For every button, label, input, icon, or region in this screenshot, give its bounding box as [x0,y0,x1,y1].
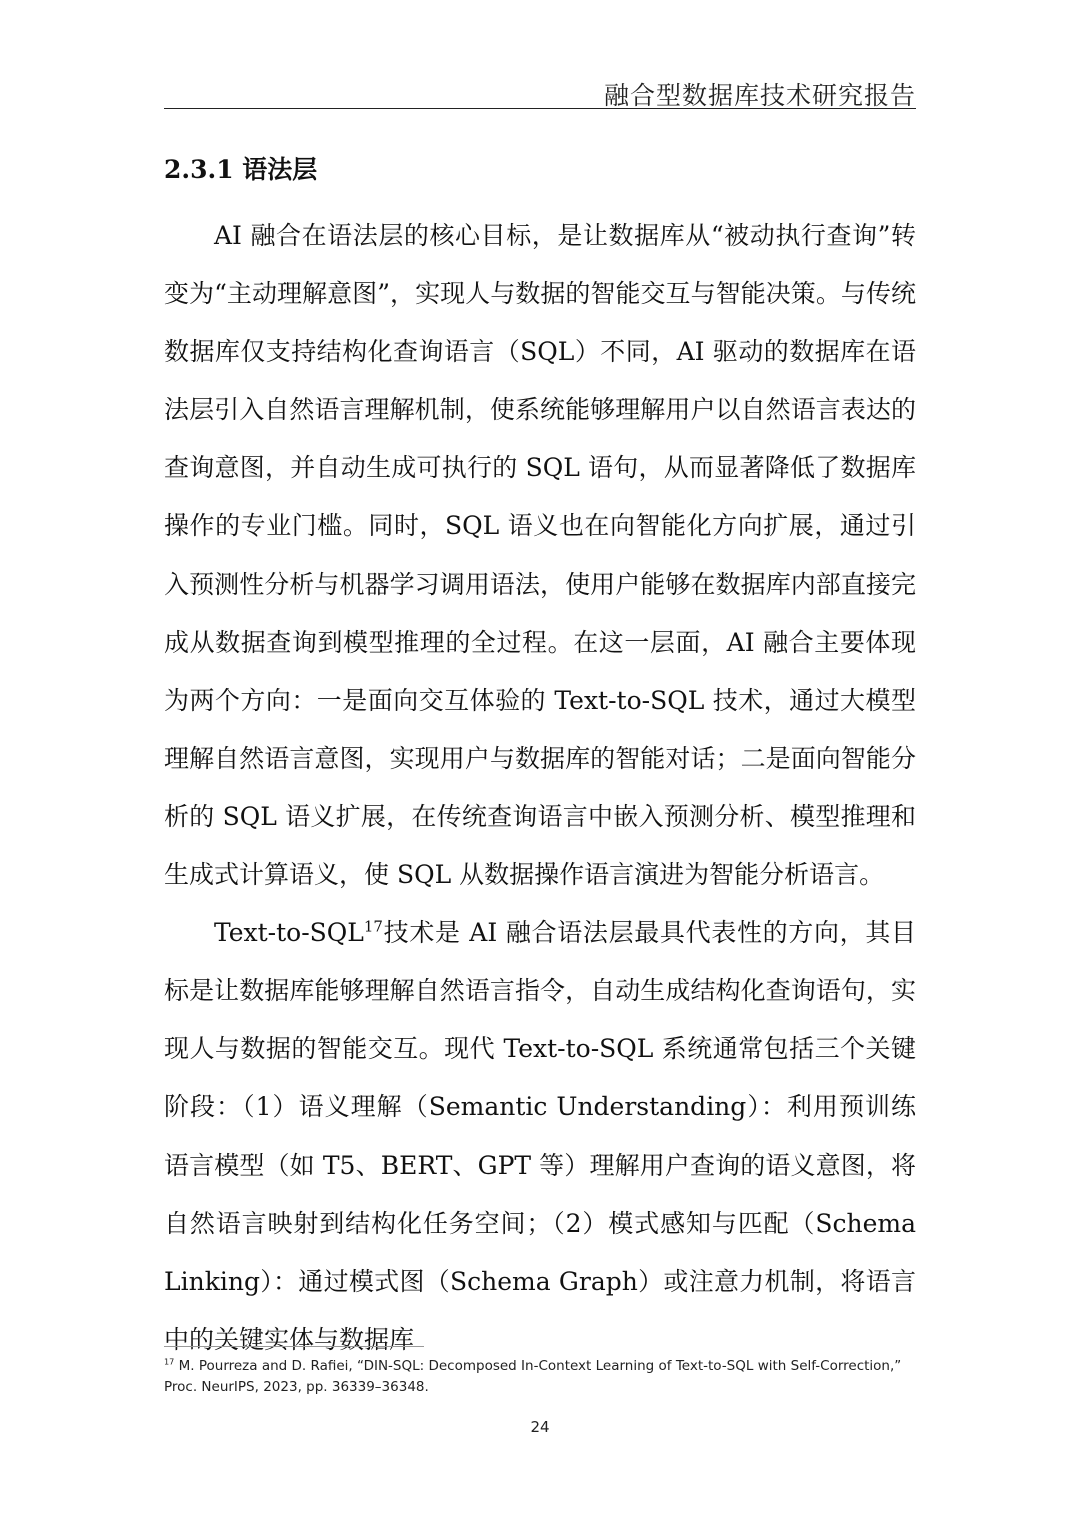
footnote-reference[interactable]: 17 [363,917,383,936]
footnote-text: M. Pourreza and D. Rafiei, “DIN-SQL: Decomposed In-Context Learning of Text-to-SQL with Self-Correction,” Proc. NeurIPS, 2023, pp. 36339–36348. [164,1358,902,1395]
section-heading: 2.3.1 语法层 [164,155,318,184]
paragraph-2-body: 技术是 AI 融合语法层最具代表性的方向，其目标是让数据库能够理解自然语言指令，自动生成结构化查询语句，实现人与数据的智能交互。现代 Text-to-SQL 系统通常包括三个关键阶段：（1）语义理解（Semantic Understanding）：利用预训练语言模型（如 T5、BERT、GPT 等）理解用户查询的语义意图，将自然语言映射到结构化任务空间；（2）模式感知与匹配（Schema Linking）：通过模式图（Schema Graph）或注意力机制，将语言中的关键实体与数据库 [164,918,916,1354]
footnote-number: 17 [164,1356,175,1367]
header-divider [164,108,916,109]
body-text [164,207,916,1369]
footnote [164,1356,916,1398]
paragraph-2-lead: Text-to-SQL [214,918,364,948]
running-header-title: 融合型数据库技术研究报告 [603,81,916,110]
paragraph-2 [164,904,916,1369]
page-number: 24 [530,1418,550,1436]
paragraph-1: AI 融合在语法层的核心目标，是让数据库从“被动执行查询”转变为“主动理解意图”，实现人与数据的智能交互与智能决策。与传统数据库仅支持结构化查询语言（SQL）不同，AI 驱动的数据库在语法层引入自然语言理解机制，使系统能够理解用户以自然语言表达的查询意图，并自动生成可执行的 SQL 语句，从而显著降低了数据库操作的专业门槛。同时，SQL 语义也在向智能化方向扩展，通过引入预测性分析与机器学习调用语法，使用户能够在数据库内部直接完成从数据查询到模型推理的全过程。在这一层面，AI 融合主要体现为两个方向：一是面向交互体验的 Text-to-SQL 技术，通过大模型理解自然语言意图，实现用户与数据库的智能对话；二是面向智能分析的 SQL 语义扩展，在传统查询语言中嵌入预测分析、模型推理和生成式计算语义，使 SQL 从数据操作语言演进为智能分析语言。 [164,221,916,890]
footnote-divider [164,1346,424,1347]
